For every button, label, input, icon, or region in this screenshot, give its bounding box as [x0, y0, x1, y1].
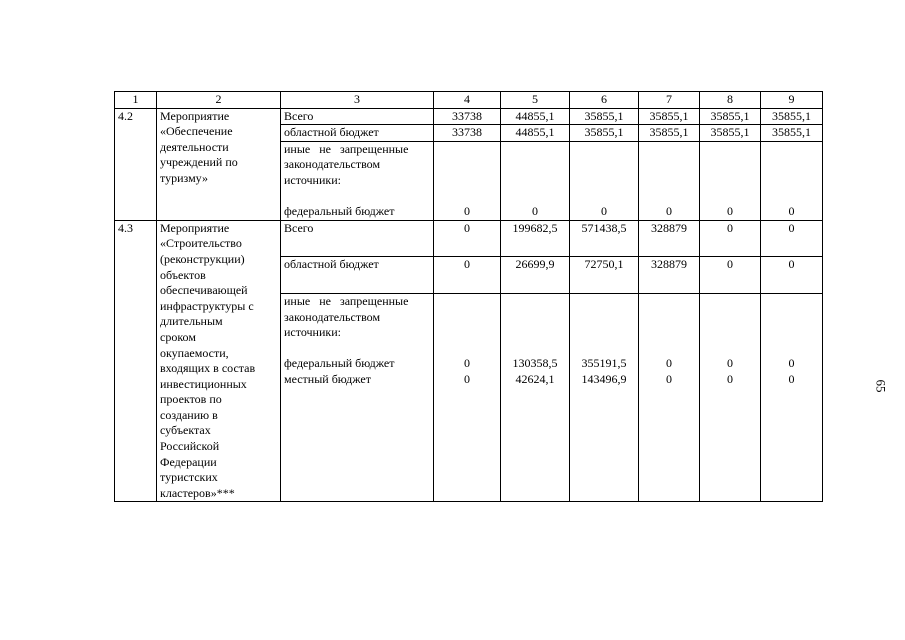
value-cell: 0 [501, 141, 570, 220]
header-cell: 5 [501, 92, 570, 109]
budget-table [114, 91, 823, 502]
value-cell: 35855,1 [639, 125, 700, 142]
header-cell: 4 [434, 92, 501, 109]
header-cell: 8 [700, 92, 761, 109]
value-cell: 26699,9 [501, 257, 570, 294]
event-name: Мероприятие «Обеспечение деятельности учреждений по туризму» [157, 108, 281, 220]
value-cell: 0 [639, 141, 700, 220]
value-cell: 130358,5 42624,1 [501, 293, 570, 502]
value-cell: 0 [761, 257, 823, 294]
value-cell: 355191,5 143496,9 [570, 293, 639, 502]
value-cell: 35855,1 [639, 108, 700, 125]
value-cell: 0 [434, 141, 501, 220]
value-cell: 33738 [434, 125, 501, 142]
table-row [115, 220, 823, 257]
table-row [115, 108, 823, 125]
value-cell: 35855,1 [761, 125, 823, 142]
page-number: 65 [873, 379, 889, 393]
value-cell: 0 0 [639, 293, 700, 502]
event-name: Мероприятие «Строительство (реконструкции) объектов обеспечивающей инфраструктуры с длительным сроком окупаемости, входящих в состав инвестиционных проектов по созданию в субъектах Российской Федерации туристских кластеров»*** [157, 220, 281, 502]
header-cell: 6 [570, 92, 639, 109]
source-label: иные не запрещенные законодательством источники: федеральный бюджет [281, 141, 434, 220]
value-cell: 0 [761, 141, 823, 220]
row-number: 4.3 [115, 220, 157, 502]
header-cell: 2 [157, 92, 281, 109]
value-cell: 0 0 [434, 293, 501, 502]
value-cell: 35855,1 [761, 108, 823, 125]
value-cell: 571438,5 [570, 220, 639, 257]
value-cell: 0 0 [761, 293, 823, 502]
value-cell: 35855,1 [700, 108, 761, 125]
value-cell: 0 [700, 220, 761, 257]
value-cell: 0 [570, 141, 639, 220]
source-label: областной бюджет [281, 257, 434, 294]
value-cell: 328879 [639, 220, 700, 257]
value-cell: 0 [700, 257, 761, 294]
header-cell: 9 [761, 92, 823, 109]
value-cell: 44855,1 [501, 125, 570, 142]
source-label: Всего [281, 108, 434, 125]
value-cell: 44855,1 [501, 108, 570, 125]
source-label: Всего [281, 220, 434, 257]
value-cell: 72750,1 [570, 257, 639, 294]
value-cell: 0 [761, 220, 823, 257]
source-label: иные не запрещенные законодательством источники: федеральный бюджет местный бюджет [281, 293, 434, 502]
source-label: областной бюджет [281, 125, 434, 142]
value-cell: 35855,1 [700, 125, 761, 142]
header-row [115, 92, 823, 109]
header-cell: 7 [639, 92, 700, 109]
value-cell: 33738 [434, 108, 501, 125]
value-cell: 0 [434, 220, 501, 257]
row-number: 4.2 [115, 108, 157, 220]
value-cell: 328879 [639, 257, 700, 294]
value-cell: 0 [700, 141, 761, 220]
header-cell: 1 [115, 92, 157, 109]
value-cell: 35855,1 [570, 108, 639, 125]
value-cell: 0 0 [700, 293, 761, 502]
value-cell: 35855,1 [570, 125, 639, 142]
value-cell: 199682,5 [501, 220, 570, 257]
header-cell: 3 [281, 92, 434, 109]
value-cell: 0 [434, 257, 501, 294]
